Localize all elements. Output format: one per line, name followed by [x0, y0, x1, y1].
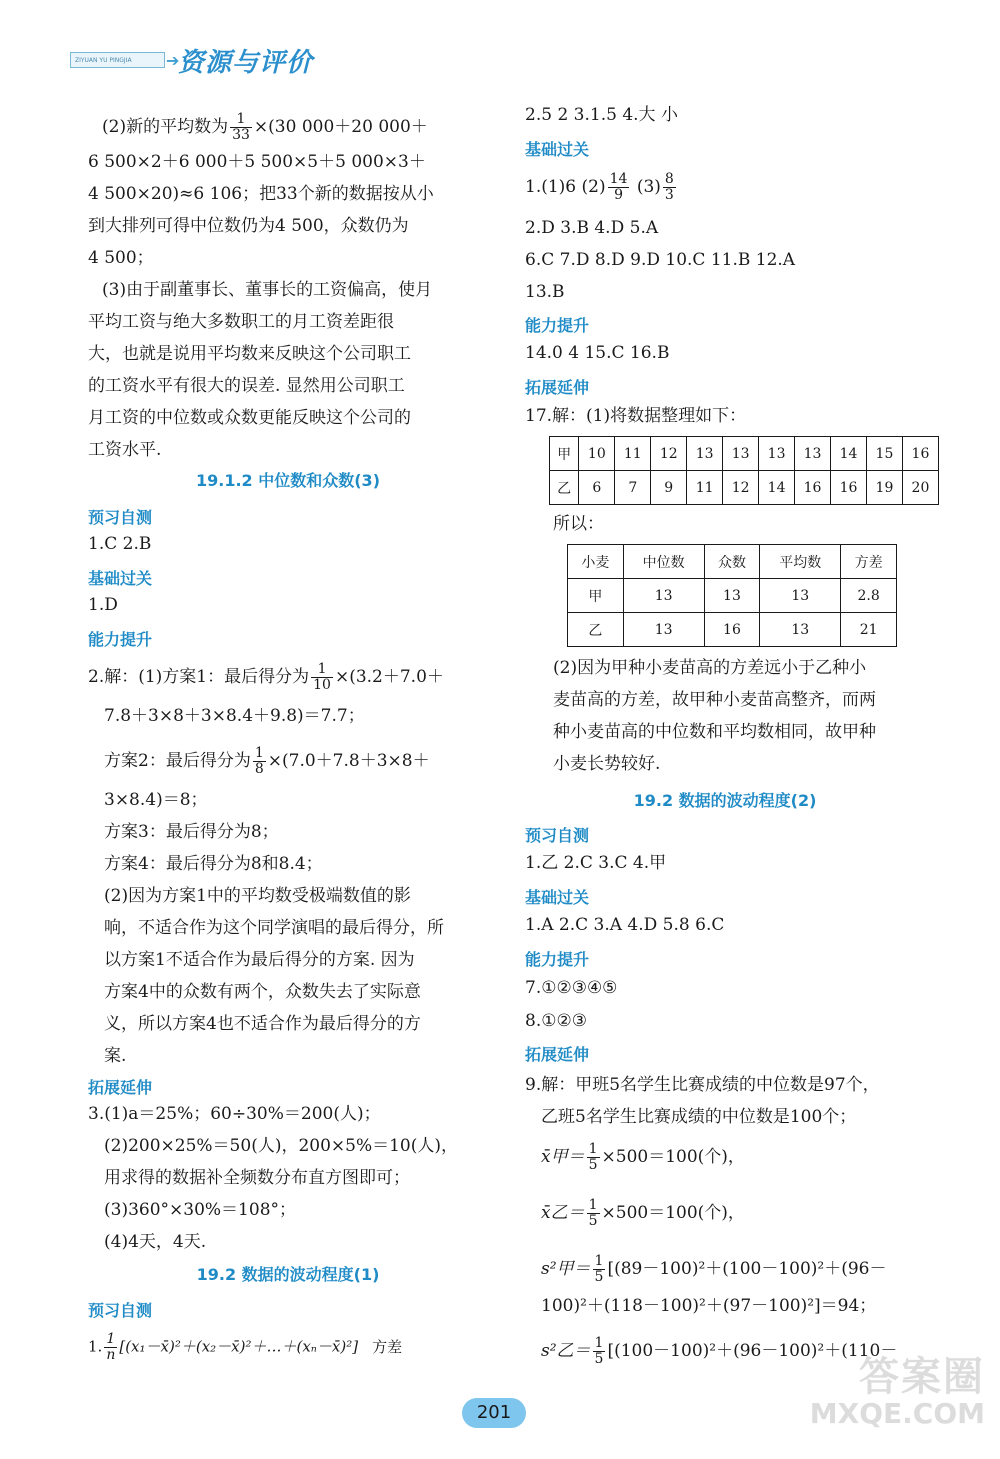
formula-line: 1. $\frac{1}{n}$ [(x₁－x̄)²＋(x₂－x̄)²＋…＋(xₙ－x̄)²] 方差 — [88, 1331, 403, 1363]
text-line: 3×8.4)＝8； — [104, 790, 208, 810]
text-line: (2)200×25%＝50(人)，200×5%＝10(人)， — [104, 1136, 459, 1156]
heading-extension: 拓展延伸 — [525, 1045, 590, 1064]
formula-line: 100)²＋(118－100)²＋(97－100)²]＝94； — [541, 1296, 877, 1316]
text-line: 案. — [104, 1046, 127, 1066]
arrow-icon: ➔ — [166, 51, 180, 70]
table-row — [550, 471, 939, 505]
table-cell: 13 — [704, 579, 760, 613]
table-cell: 6 — [579, 471, 615, 505]
formula-line: x̄甲＝ $\frac{1}{5}$ ×500＝100(个)， — [541, 1141, 745, 1173]
table-cell: 众数 — [704, 545, 760, 579]
text-line: 大，也就是说用平均数来反映这个公司职工 — [88, 344, 411, 364]
formula-line: s²乙＝ $\frac{1}{5}$ [(100－100)²＋(96－100)²＋(110－ — [541, 1335, 898, 1367]
text-line: (4)4天，4天. — [104, 1232, 207, 1252]
heading-basic: 基础过关 — [525, 888, 590, 907]
formula-line: s²甲＝ $\frac{1}{5}$ [(89－100)²＋(100－100)²＋(96－ — [541, 1253, 887, 1285]
table-cell: 小麦 — [568, 545, 624, 579]
table-cell: 13 — [623, 579, 704, 613]
table-cell: 16 — [831, 471, 867, 505]
heading-basic: 基础过关 — [88, 569, 153, 588]
answer-line: 2.D 3.B 4.D 5.A — [525, 218, 659, 238]
answer-line: 14.0 4 15.C 16.B — [525, 343, 670, 363]
table-cell: 16 — [902, 437, 938, 471]
text-line: 方案4中的众数有两个，众数失去了实际意 — [104, 982, 421, 1002]
table-cell: 13 — [795, 437, 831, 471]
table-cell: 13 — [760, 579, 841, 613]
table-cell: 平均数 — [760, 545, 841, 579]
heading-extension: 拓展延伸 — [525, 378, 590, 397]
table-cell: 15 — [866, 437, 902, 471]
table-cell: 甲 — [568, 579, 624, 613]
table-cell: 13 — [760, 613, 841, 647]
table-cell: 2.8 — [841, 579, 897, 613]
table-cell: 13 — [687, 437, 723, 471]
text-line: 17.解：(1)将数据整理如下： — [525, 406, 747, 426]
text-line: 乙班5名学生比赛成绩的中位数是100个； — [541, 1107, 857, 1127]
table-cell: 11 — [615, 437, 651, 471]
header-title: 资源与评价 — [178, 48, 314, 78]
table-cell: 14 — [759, 471, 795, 505]
data-table-1 — [549, 436, 939, 505]
text-line: 4 500； — [88, 248, 154, 268]
text-line: 用求得的数据补全频数分布直方图即可； — [104, 1168, 410, 1188]
text-line: 所以： — [553, 514, 604, 534]
heading-preview: 预习自测 — [88, 508, 153, 527]
table-cell: 中位数 — [623, 545, 704, 579]
text-line: 工资水平. — [88, 440, 162, 460]
answer-line: 1.C 2.B — [88, 534, 152, 554]
answer-line: 8.①②③ — [525, 1011, 587, 1031]
table-row — [568, 613, 897, 647]
table-cell: 21 — [841, 613, 897, 647]
table-cell: 甲 — [550, 437, 579, 471]
answer-line: 1.D — [88, 595, 118, 615]
section-title: 19.2 数据的波动程度(2) — [633, 791, 817, 810]
section-title: 19.1.2 中位数和众数(3) — [195, 471, 381, 490]
text-line: 月工资的中位数或众数更能反映这个公司的 — [88, 408, 411, 428]
text-line: (3)360°×30%＝108°； — [104, 1200, 297, 1220]
text-line: 麦苗高的方差，故甲种小麦苗高整齐，而两 — [553, 690, 876, 710]
table-cell: 13 — [759, 437, 795, 471]
stats-table — [567, 544, 897, 647]
text-line: 平均工资与绝大多数职工的月工资差距很 — [88, 312, 394, 332]
table-row — [568, 579, 897, 613]
heading-ability: 能力提升 — [525, 316, 590, 335]
text-line: (2)新的平均数为 $\frac{1}{33}$ ×(30 000＋20 000＋ — [102, 111, 428, 143]
text-line: 6 500×2＋6 000＋5 500×5＋5 000×3＋ — [88, 152, 426, 172]
table-cell: 19 — [866, 471, 902, 505]
header-pinyin: ZIYUAN YU PINGJIA — [70, 52, 165, 68]
heading-ability: 能力提升 — [88, 630, 153, 649]
answer-line: 7.①②③④⑤ — [525, 978, 618, 998]
table-cell: 20 — [902, 471, 938, 505]
text-line: 响，不适合作为这个同学演唱的最后得分，所 — [104, 918, 444, 938]
text-line: 方案3：最后得分为8； — [104, 822, 279, 842]
table-cell: 13 — [623, 613, 704, 647]
text-line: 4 500×20)≈6 106；把33个新的数据按从小 — [88, 184, 434, 204]
heading-basic: 基础过关 — [525, 140, 590, 159]
table-row — [550, 437, 939, 471]
page-number: 201 — [462, 1398, 526, 1428]
text-line: 7.8＋3×8＋3×8.4＋9.8)＝7.7； — [104, 706, 365, 726]
table-cell: 7 — [615, 471, 651, 505]
text-line: 以方案1不适合作为最后得分的方案. 因为 — [104, 950, 415, 970]
text-line: 小麦长势较好. — [553, 754, 661, 774]
text-line: 3.(1)a＝25%；60÷30%＝200(人)； — [88, 1104, 381, 1124]
text-line: 义，所以方案4也不适合作为最后得分的方 — [104, 1014, 421, 1034]
heading-preview: 预习自测 — [525, 826, 590, 845]
text-line: 2.解：(1)方案1：最后得分为 $\frac{1}{10}$ ×(3.2＋7.0＋ — [88, 661, 444, 693]
page-header — [70, 38, 370, 78]
section-title: 19.2 数据的波动程度(1) — [196, 1265, 380, 1284]
heading-ability: 能力提升 — [525, 950, 590, 969]
answer-line: 6.C 7.D 8.D 9.D 10.C 11.B 12.A — [525, 250, 796, 270]
table-cell: 16 — [795, 471, 831, 505]
answer-line: 13.B — [525, 282, 565, 302]
table-cell: 11 — [687, 471, 723, 505]
table-cell: 10 — [579, 437, 615, 471]
table-cell: 9 — [651, 471, 687, 505]
table-cell: 14 — [831, 437, 867, 471]
heading-extension: 拓展延伸 — [88, 1078, 153, 1097]
answer-line: 1.A 2.C 3.A 4.D 5.8 6.C — [525, 915, 725, 935]
answer-line: 2.5 2 3.1.5 4.大 小 — [525, 105, 678, 125]
table-cell: 12 — [651, 437, 687, 471]
table-cell: 16 — [704, 613, 760, 647]
table-cell: 13 — [723, 437, 759, 471]
watermark: 答案圈 MXQE.COM — [809, 1354, 985, 1430]
text-line: 9.解：甲班5名学生比赛成绩的中位数是97个， — [525, 1075, 880, 1095]
text-line: 方案2：最后得分为 $\frac{1}{8}$ ×(7.0＋7.8＋3×8＋ — [104, 745, 430, 777]
text-line: 种小麦苗高的中位数和平均数相同，故甲种 — [553, 722, 876, 742]
text-line: (3)由于副董事长、董事长的工资偏高，使月 — [102, 280, 433, 300]
text-line: (2)因为甲种小麦苗高的方差远小于乙种小 — [553, 658, 867, 678]
text-line: 方案4：最后得分为8和8.4； — [104, 854, 323, 874]
table-row — [568, 545, 897, 579]
answer-line: 1.乙 2.C 3.C 4.甲 — [525, 853, 667, 873]
heading-preview: 预习自测 — [88, 1301, 153, 1320]
table-cell: 乙 — [568, 613, 624, 647]
table-cell: 12 — [723, 471, 759, 505]
table-cell: 乙 — [550, 471, 579, 505]
text-line: (2)因为方案1中的平均数受极端数值的影 — [104, 886, 411, 906]
formula-line: x̄乙＝ $\frac{1}{5}$ ×500＝100(个)， — [541, 1197, 745, 1229]
text-line: 的工资水平有很大的误差. 显然用公司职工 — [88, 376, 405, 396]
answer-line: 1.(1)6 (2) $\frac{14}{9}$ (3) $\frac{8}{3}$ — [525, 171, 674, 203]
text-line: 到大排列可得中位数仍为4 500，众数仍为 — [88, 216, 409, 236]
table-cell: 方差 — [841, 545, 897, 579]
